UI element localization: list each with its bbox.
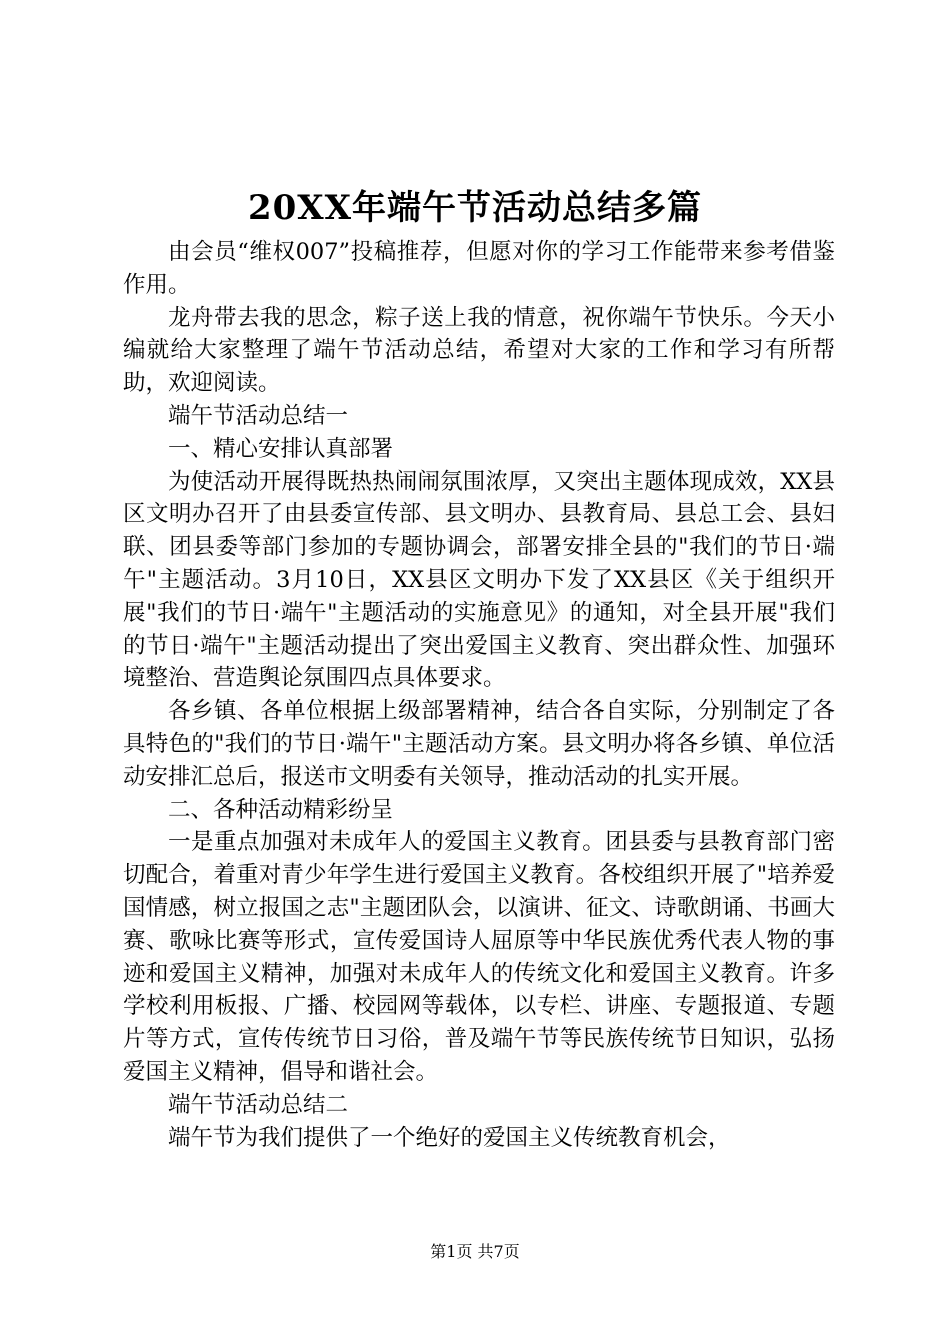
paragraph: 各乡镇、各单位根据上级部署精神，结合各自实际，分别制定了各具特色的"我们的节日·端午"主题活动方案。县文明办将各乡镇、单位活动安排汇总后，报送市文明委有关领导，推动活动的扎实开展。 [123,698,835,790]
section-heading: 端午节活动总结二 [168,1091,349,1118]
section-heading: 端午节活动总结一 [168,402,349,429]
section-heading: 一、精心安排认真部署 [168,435,394,462]
paragraph: 龙舟带去我的思念，粽子送上我的情意，祝你端午节快乐。今天小编就给大家整理了端午节活动总结，希望对大家的工作和学习有所帮助，欢迎阅读。 [123,304,835,397]
paragraph: 一是重点加强对未成年人的爱国主义教育。团县委与县教育部门密切配合，着重对青少年学生进行爱国主义教育。各校组织开展了"培养爱国情感，树立报国之志"主题团队会，以演讲、征文、诗歌朗诵、书画大赛、歌咏比赛等形式，宣传爱国诗人屈原等中华民族优秀代表人物的事迹和爱国主义精神，加强对未成年人的传统文化和爱国主义教育。许多学校利用板报、广播、校园网等载体，以专栏、讲座、专题报道、专题片等方式，宣传传统节日习俗，普及端午节等民族传统节日知识，弘扬爱国主义精神，倡导和谐社会。 [123,829,835,1085]
document-body [123,236,835,1154]
paragraph: 为使活动开展得既热热闹闹氛围浓厚，又突出主题体现成效，XX县区文明办召开了由县委宣传部、县文明办、县教育局、县总工会、县妇联、团县委等部门参加的专题协调会，部署安排全县的"我们的节日·端午"主题活动。3月10日，XX县区文明办下发了XX县区《关于组织开展"我们的节日·端午"主题活动的实施意见》的通知，对全县开展"我们的节日·端午"主题活动提出了突出爱国主义教育、突出群众性、加强环境整治、营造舆论氛围四点具体要求。 [123,468,835,692]
section-heading: 二、各种活动精彩纷呈 [168,796,394,823]
document-title: 20XX年端午节活动总结多篇 [247,188,703,228]
paragraph: 端午节为我们提供了一个绝好的爱国主义传统教育机会， [168,1124,731,1151]
paragraph: 由会员“维权007”投稿推荐，但愿对你的学习工作能带来参考借鉴作用。 [123,239,835,298]
page-number-footer: 第1页 共7页 [430,1242,520,1261]
